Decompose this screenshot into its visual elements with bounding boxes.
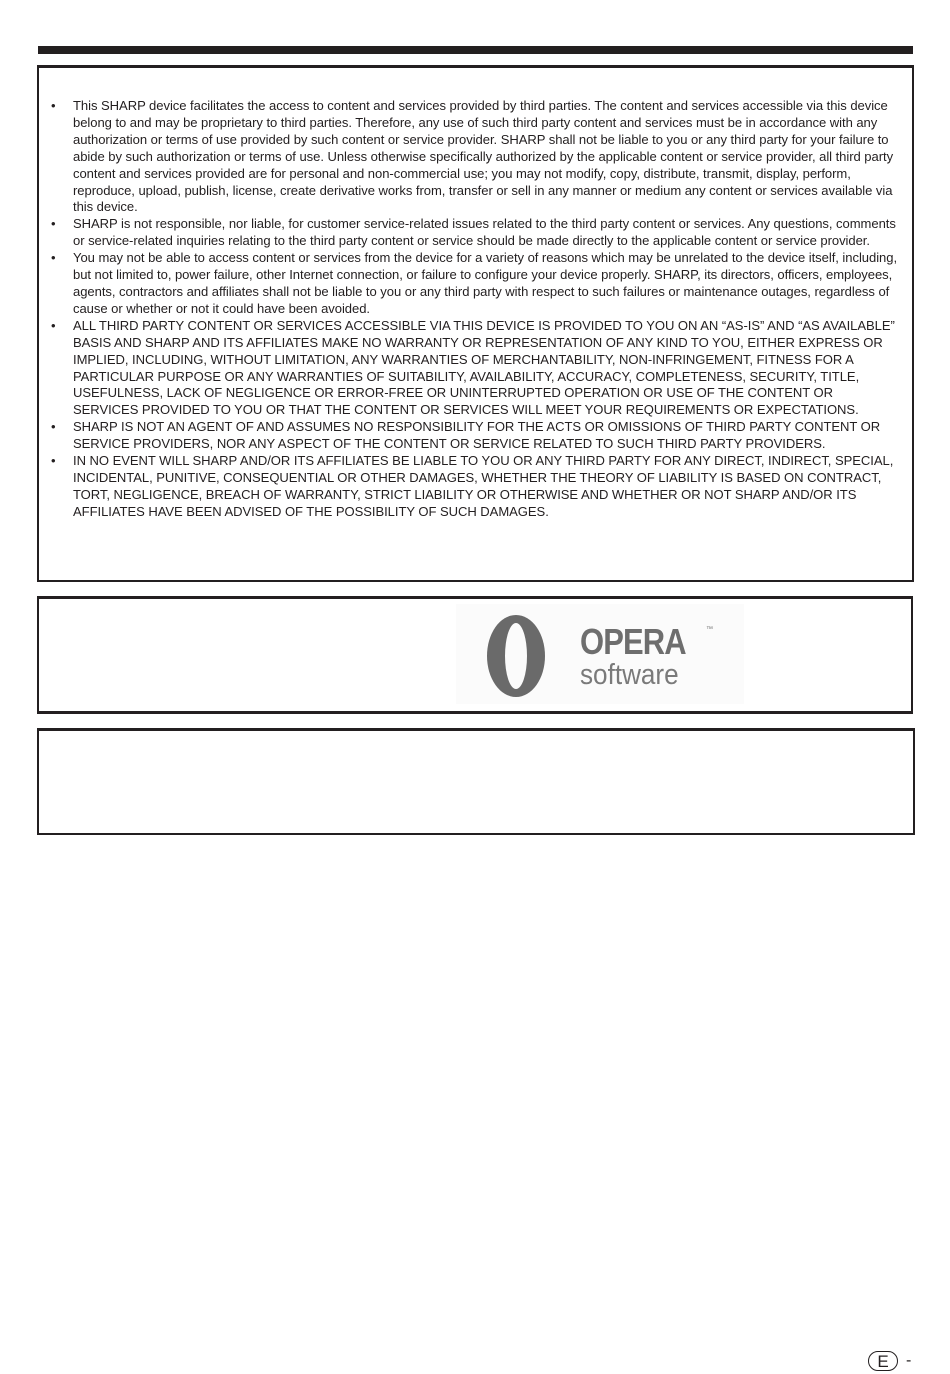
disclaimer-text: SHARP is not responsible, nor liable, for customer service-related issues related to the third party content or services. Any questions, comments or service-related inquiries relating to the third party content or service should be made directly to the applicable content or service provider. (73, 216, 896, 249)
language-badge: E (868, 1351, 898, 1371)
disclaimer-text: SHARP IS NOT AN AGENT OF AND ASSUMES NO RESPONSIBILITY FOR THE ACTS OR OMISSIONS OF THIRD PARTY CONTENT OR SERVICE PROVIDERS, NOR ANY ASPECT OF THE CONTENT OR SERVICE RELATED TO SUCH THIRD PARTY PROVIDERS. (73, 419, 881, 452)
disclaimer-item (51, 453, 900, 521)
bullet-icon: • (51, 250, 56, 266)
empty-notice-box (37, 728, 915, 835)
disclaimer-text: ALL THIRD PARTY CONTENT OR SERVICES ACCESSIBLE VIA THIS DEVICE IS PROVIDED TO YOU ON AN “AS-IS” AND “AS AVAILABLE” BASIS AND SHARP AND ITS AFFILIATES MAKE NO WARRANTY OR REPRESENTATION OF ANY KIND TO YOU, EITHER EXPRESS OR IMPLIED, INCLUDING, WITHOUT LIMITATION, ANY WARRANTIES OF MERCHANTABILITY, NON-INFRINGEMENT, FITNESS FOR A PARTICULAR PURPOSE OR ANY WARRANTIES OF SUITABILITY, AVAILABILITY, ACCURACY, COMPLETENESS, SECURITY, TITLE, USEFULNESS, LACK OF NEGLIGENCE OR ERROR-FREE OR UNINTERRUPTED OPERATION OR USE OF THE CONTENT OR SERVICES PROVIDED TO YOU OR THAT THE CONTENT OR SERVICES WILL MEET YOUR REQUIREMENTS OR EXPECTATIONS. (73, 317, 895, 418)
opera-software-logo (456, 604, 744, 704)
opera-wordmark: OPERA (580, 621, 686, 662)
opera-o-icon (486, 614, 546, 698)
disclaimer-list (39, 68, 912, 521)
bullet-icon: • (51, 317, 56, 333)
trademark-symbol: ™ (706, 626, 713, 633)
disclaimer-item (51, 419, 900, 453)
bullet-icon: • (51, 216, 56, 232)
disclaimer-item (51, 98, 900, 216)
disclaimer-item (51, 317, 900, 419)
third-party-disclaimer-box (37, 65, 914, 582)
disclaimer-text: You may not be able to access content or services from the device for a variety of reasons which may be unrelated to the device itself, including, but not limited to, power failure, other Internet connection, or failure to configure your device properly. SHARP, its directors, officers, employees, agents, contractors and affiliates shall not be liable to you or any third party with respect to such failures or maintenance outages, regardless of cause or whether or not it could have been avoided. (73, 250, 898, 316)
header-rule (38, 46, 913, 54)
page-marker (868, 1351, 911, 1371)
disclaimer-text: This SHARP device facilitates the access to content and services provided by third parties. The content and services accessible via this device belong to and may be proprietary to third parties. Therefore, any use of such third party content and services must be in accordance with any authorization or terms of use provided by such content or service provider. SHARP shall not be liable to you or any third party for your failure to abide by such authorization or terms of use. Unless otherwise specifically authorized by the applicable content or service provider, all third party content and services provided are for personal and non-commercial use; you may not modify, copy, distribute, transmit, display, perform, reproduce, upload, publish, license, create derivative works from, transfer or sell in any manner or medium any content or services available via this device. (73, 98, 894, 215)
page-number-suffix: - (906, 1352, 912, 1369)
disclaimer-item (51, 250, 900, 318)
disclaimer-item (51, 216, 900, 250)
bullet-icon: • (51, 98, 56, 113)
disclaimer-text: IN NO EVENT WILL SHARP AND/OR ITS AFFILIATES BE LIABLE TO YOU OR ANY THIRD PARTY FOR ANY DIRECT, INDIRECT, SPECIAL, INCIDENTAL, PUNITIVE, CONSEQUENTIAL OR OTHER DAMAGES, WHETHER THE THEORY OF LIABILITY IS BASED ON CONTRACT, TORT, NEGLIGENCE, BREACH OF WARRANTY, STRICT LIABILITY OR OTHERWISE AND WHETHER OR NOT SHARP AND/OR ITS AFFILIATES HAVE BEEN ADVISED OF THE POSSIBILITY OF SUCH DAMAGES. (73, 453, 894, 519)
bullet-icon: • (51, 453, 56, 469)
software-wordmark: software (580, 659, 679, 691)
bullet-icon: • (51, 419, 56, 435)
